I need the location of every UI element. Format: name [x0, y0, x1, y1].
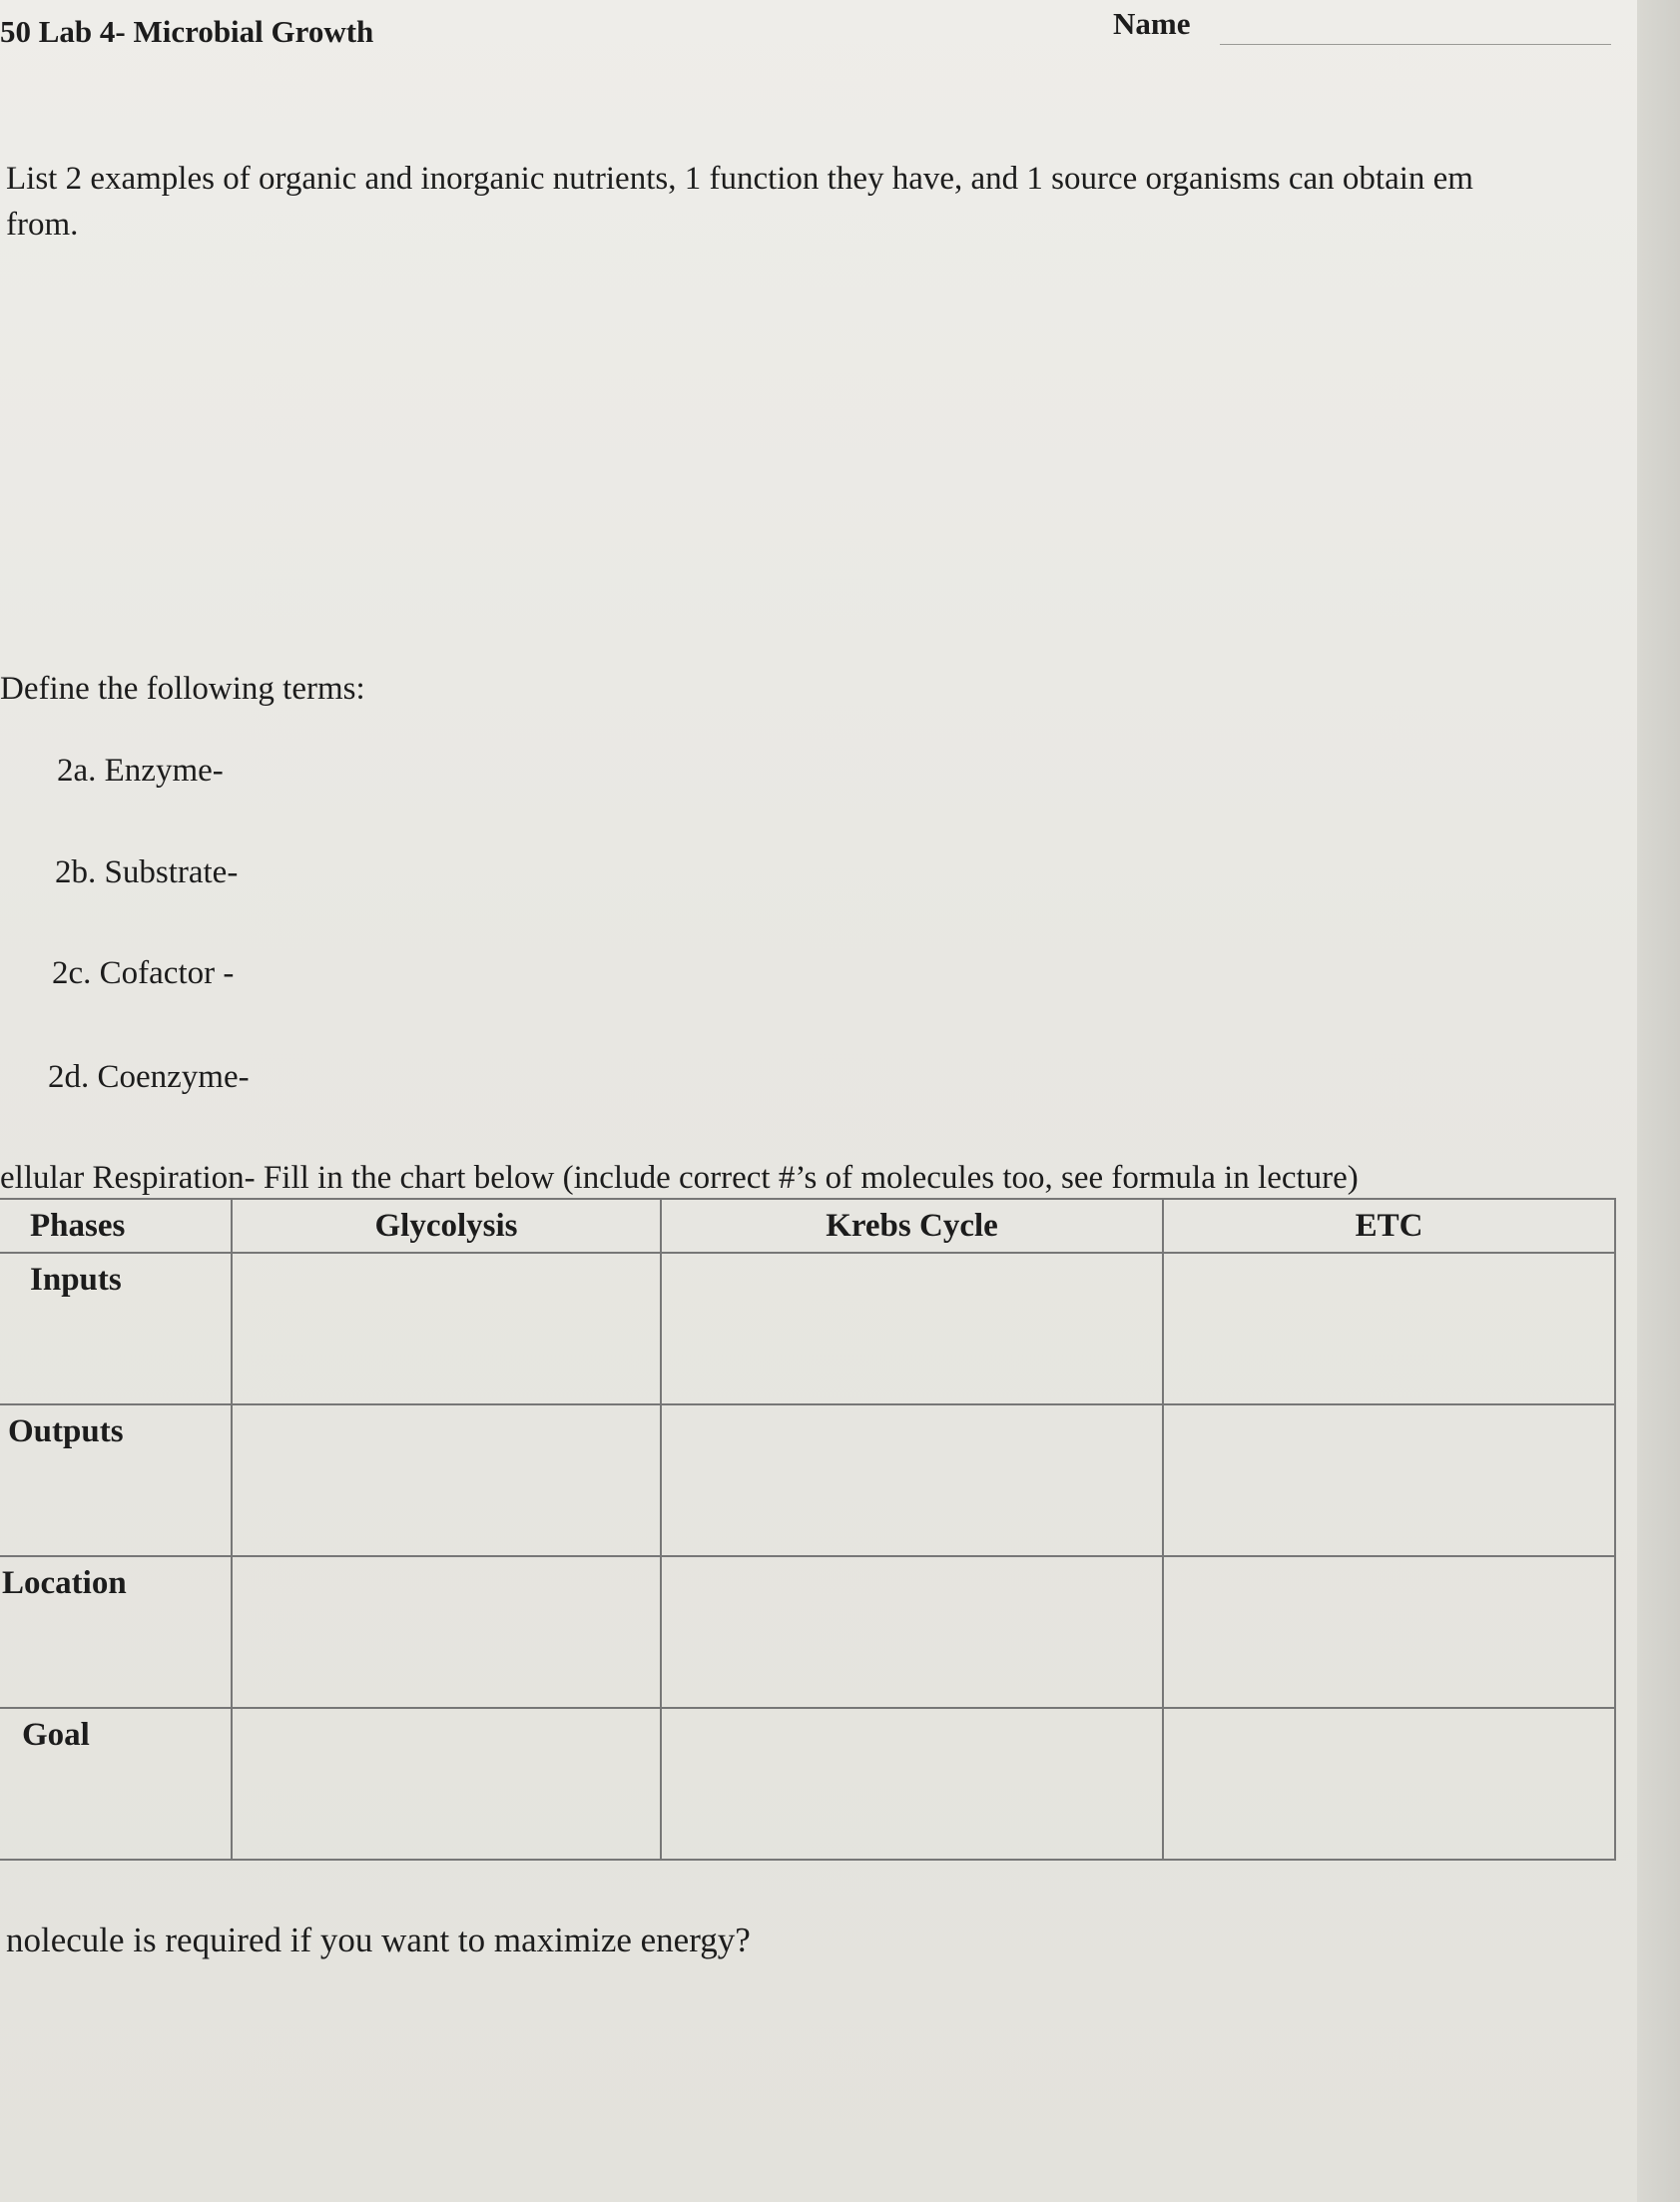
- header-glycolysis: Glycolysis: [232, 1199, 661, 1253]
- cell-location-glycolysis[interactable]: [232, 1556, 661, 1708]
- table-row: [0, 1253, 1615, 1404]
- question-3-prompt: ellular Respiration- Fill in the chart below (include correct #’s of molecules too, see formula in lecture): [0, 1160, 1359, 1196]
- row-label-location: Location: [0, 1556, 232, 1708]
- row-label-goal: Goal: [0, 1708, 232, 1860]
- cell-goal-glycolysis[interactable]: [232, 1708, 661, 1860]
- term-coenzyme: 2d. Coenzyme-: [48, 1059, 250, 1095]
- term-enzyme: 2a. Enzyme-: [57, 753, 224, 789]
- cell-inputs-krebs[interactable]: [661, 1253, 1163, 1404]
- cell-outputs-glycolysis[interactable]: [232, 1404, 661, 1556]
- term-substrate: 2b. Substrate-: [55, 854, 239, 890]
- name-label: Name: [1113, 6, 1191, 41]
- cell-inputs-etc[interactable]: [1163, 1253, 1615, 1404]
- header-krebs-cycle: Krebs Cycle: [661, 1199, 1163, 1253]
- table-row: [0, 1404, 1615, 1556]
- chart-header-row: [0, 1199, 1615, 1253]
- term-cofactor: 2c. Cofactor -: [52, 955, 235, 991]
- worksheet-title: 50 Lab 4- Microbial Growth: [0, 14, 374, 49]
- cell-location-krebs[interactable]: [661, 1556, 1163, 1708]
- cell-outputs-krebs[interactable]: [661, 1404, 1163, 1556]
- name-field-line[interactable]: [1220, 44, 1611, 45]
- cell-outputs-etc[interactable]: [1163, 1404, 1615, 1556]
- cell-goal-etc[interactable]: [1163, 1708, 1615, 1860]
- table-row: [0, 1556, 1615, 1708]
- cell-location-etc[interactable]: [1163, 1556, 1615, 1708]
- question-1-text: List 2 examples of organic and inorganic nutrients, 1 function they have, and 1 source organisms can obtain em from.: [6, 161, 1473, 243]
- page-edge-shadow: [1637, 0, 1680, 2202]
- header-etc: ETC: [1163, 1199, 1615, 1253]
- question-2-prompt: Define the following terms:: [0, 671, 365, 707]
- table-row: [0, 1708, 1615, 1860]
- row-label-outputs: Outputs: [0, 1404, 232, 1556]
- respiration-chart: [0, 1198, 1616, 1861]
- cell-goal-krebs[interactable]: [661, 1708, 1163, 1860]
- header-phases: Phases: [0, 1199, 232, 1253]
- question-4-text: nolecule is required if you want to maximize energy?: [6, 1921, 751, 1959]
- cell-inputs-glycolysis[interactable]: [232, 1253, 661, 1404]
- row-label-inputs: Inputs: [0, 1253, 232, 1404]
